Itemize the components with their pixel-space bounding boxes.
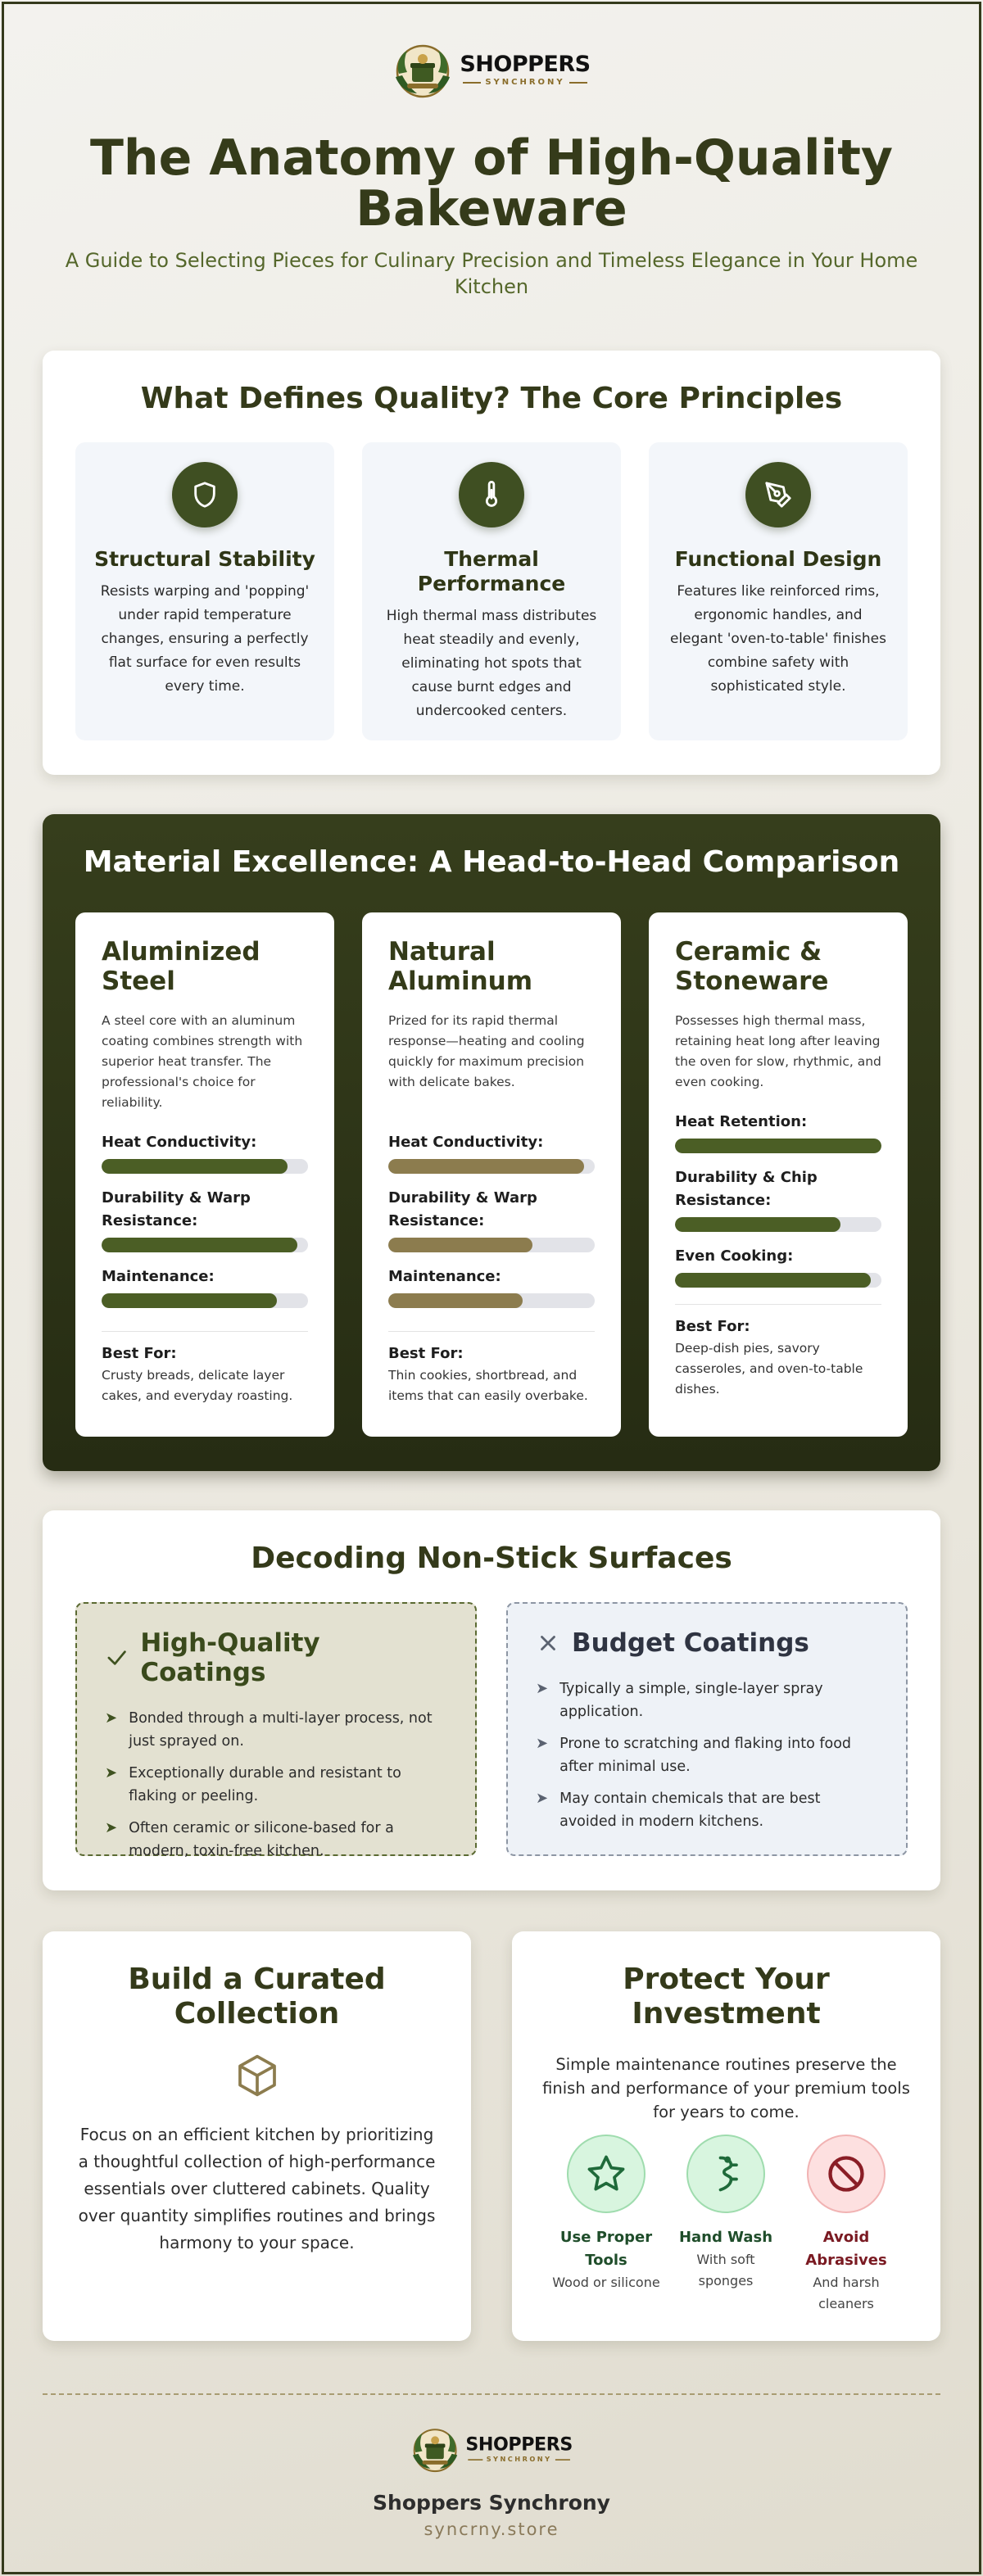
- metric-label: Maintenance:: [102, 1268, 215, 1285]
- best-for-label: Best For:: [102, 1345, 177, 1362]
- page-title: The Anatomy of High-Quality Bakeware: [90, 129, 893, 238]
- metric-label: Even Cooking:: [675, 1247, 794, 1265]
- principle-desc: Resists warping and 'popping' under rapid temperature changes, ensuring a perfectly flat surface for even results every time.: [100, 583, 310, 695]
- ns-bad-title: Budget Coatings: [572, 1628, 809, 1658]
- care-title: Avoid Abrasives: [805, 2229, 887, 2269]
- metric-label: Durability & Chip Resistance:: [675, 1169, 818, 1209]
- metric-label: Heat Conductivity:: [388, 1134, 544, 1151]
- care-title: Use Proper Tools: [559, 2229, 653, 2269]
- arrow-icon: ➤: [105, 1764, 118, 1781]
- brand-name-line2: SYNCHRONY: [485, 77, 565, 87]
- list-item: ➤ Exceptionally durable and resistant to flaking or peeling.: [105, 1762, 447, 1808]
- metric-label: Durability & Warp Resistance:: [388, 1189, 537, 1229]
- best-for-label: Best For:: [388, 1345, 464, 1362]
- brand-name-line1: SHOPPERS: [460, 51, 591, 77]
- list-item: ➤ Prone to scratching and flaking into food after minimal use.: [536, 1732, 878, 1778]
- best-for-desc: Thin cookies, shortbread, and items that can easily overbake.: [388, 1368, 588, 1403]
- brand-name-line2: SYNCHRONY: [486, 2455, 552, 2463]
- arrow-icon: ➤: [536, 1735, 549, 1752]
- collection-title: Build a Curated Collection: [128, 1963, 386, 2030]
- arrow-icon: ➤: [536, 1790, 549, 1807]
- list-item: ➤ Bonded through a multi-layer process, not just sprayed on.: [105, 1707, 447, 1753]
- metric-label: Heat Retention:: [675, 1113, 808, 1130]
- material-desc: A steel core with an aluminum coating combines strength with superior heat transfer. The professional's choice for reliability.: [102, 1013, 303, 1110]
- material-name: Aluminized Steel: [102, 937, 260, 996]
- materials-title: Material Excellence: A Head-to-Head Comparison: [83, 845, 900, 879]
- principle-title: Functional Design: [674, 547, 882, 571]
- list-item: ➤ Often ceramic or silicone-based for a modern, toxin-free kitchen.: [105, 1817, 447, 1863]
- brand-name-line1: SHOPPERS: [465, 2433, 573, 2455]
- protect-title: Protect Your Investment: [623, 1963, 830, 2030]
- care-sub: Wood or silicone: [552, 2275, 660, 2290]
- principle-title: Thermal Performance: [417, 547, 566, 595]
- principle-desc: Features like reinforced rims, ergonomic handles, and elegant 'oven-to-table' finishes combine safety with sophisticated style.: [670, 583, 886, 695]
- footer-brand-name: Shoppers Synchrony: [373, 2491, 610, 2515]
- material-name: Ceramic & Stoneware: [675, 937, 829, 996]
- material-name: Natural Aluminum: [388, 937, 533, 996]
- arrow-icon: ➤: [105, 1709, 118, 1727]
- metric-label: Heat Conductivity:: [102, 1134, 257, 1151]
- care-title: Hand Wash: [678, 2229, 773, 2246]
- principles-title: What Defines Quality? The Core Principles: [140, 382, 843, 415]
- protect-desc: Simple maintenance routines preserve the finish and performance of your premium tools for years to come.: [542, 2055, 910, 2121]
- care-sub: With soft sponges: [696, 2252, 755, 2289]
- principle-desc: High thermal mass distributes heat steadily and evenly, eliminating hot spots that cause burnt edges and undercooked centers.: [386, 608, 597, 719]
- list-item: ➤ May contain chemicals that are best avoided in modern kitchens.: [536, 1787, 878, 1833]
- metric-label: Durability & Warp Resistance:: [102, 1189, 251, 1229]
- material-desc: Possesses high thermal mass, retaining heat long after leaving the oven for slow, rhythmic, and even cooking.: [675, 1013, 881, 1089]
- collection-desc: Focus on an efficient kitchen by prioritizing a thoughtful collection of high-performance essentials over cluttered cabinets. Quality over quantity simplifies routines and brings harmony to your space.: [78, 2125, 436, 2252]
- arrow-icon: ➤: [536, 1680, 549, 1697]
- best-for-desc: Crusty breads, delicate layer cakes, and everyday roasting.: [102, 1368, 293, 1403]
- nonstick-title: Decoding Non-Stick Surfaces: [251, 1542, 732, 1575]
- principle-title: Structural Stability: [94, 547, 315, 571]
- page-subtitle: A Guide to Selecting Pieces for Culinary Precision and Timeless Elegance in Your Home Kitchen: [65, 249, 918, 298]
- care-sub: And harsh cleaners: [813, 2275, 880, 2311]
- list-item: ➤ Typically a simple, single-layer spray application.: [536, 1677, 878, 1723]
- material-desc: Prized for its rapid thermal response—heating and cooling quickly for maximum precision with delicate bakes.: [388, 1013, 585, 1089]
- footer-url[interactable]: syncrny.store: [424, 2519, 559, 2539]
- metric-label: Maintenance:: [388, 1268, 501, 1285]
- arrow-icon: ➤: [105, 1819, 118, 1836]
- best-for-label: Best For:: [675, 1318, 750, 1335]
- ns-good-title: High-Quality Coatings: [140, 1628, 320, 1687]
- best-for-desc: Deep-dish pies, savory casseroles, and oven-to-table dishes.: [675, 1341, 863, 1397]
